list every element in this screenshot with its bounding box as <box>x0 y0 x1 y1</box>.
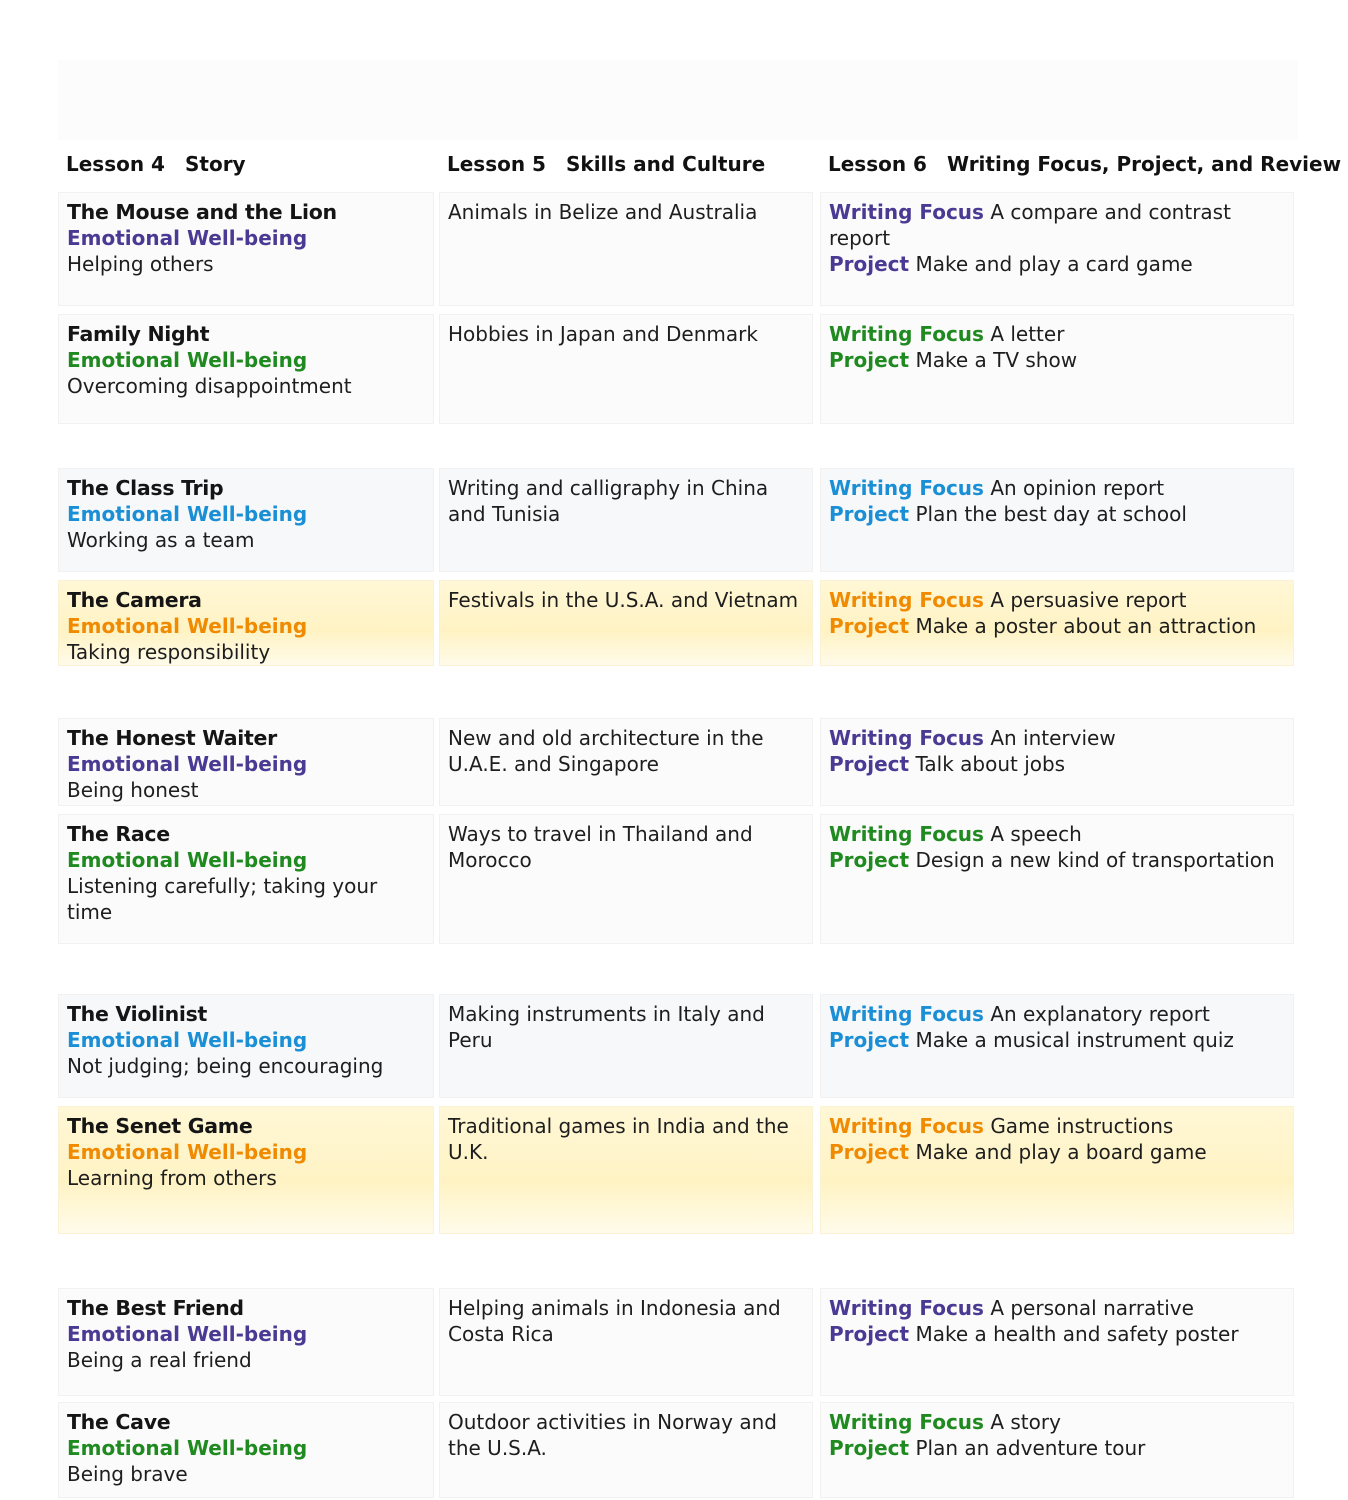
header-lesson-6: Lesson 6 Writing Focus, Project, and Review <box>828 152 1342 176</box>
culture-topic: Festivals in the U.S.A. and Vietnam <box>448 588 799 612</box>
writing-project-cell <box>820 814 1294 944</box>
story-title: The Race <box>67 822 170 846</box>
writing-focus-line <box>829 1409 1285 1435</box>
story-title: The Violinist <box>67 1002 208 1026</box>
writing-focus-line <box>829 475 1285 501</box>
story-cell <box>58 580 434 666</box>
emotional-well-being-label: Emotional Well-being <box>67 1140 308 1164</box>
project-line <box>829 847 1285 873</box>
emotional-well-being-label: Emotional Well-being <box>67 614 308 638</box>
story-title: The Best Friend <box>67 1296 244 1320</box>
writing-focus-line <box>829 321 1285 347</box>
story-cell <box>58 314 434 424</box>
writing-focus-text: An interview <box>990 726 1116 750</box>
project-label: Project <box>829 1322 910 1346</box>
project-label: Project <box>829 1436 910 1460</box>
top-band <box>58 60 1298 140</box>
well-being-theme: Learning from others <box>67 1166 277 1190</box>
project-label: Project <box>829 1140 910 1164</box>
table-row <box>0 1402 1348 1498</box>
table-row <box>0 468 1348 572</box>
skills-culture-cell <box>439 994 813 1098</box>
project-text: Make a health and safety poster <box>915 1322 1239 1346</box>
story-title: The Mouse and the Lion <box>67 200 337 224</box>
writing-project-cell <box>820 718 1294 806</box>
story-title: The Senet Game <box>67 1114 253 1138</box>
emotional-well-being-label: Emotional Well-being <box>67 848 308 872</box>
writing-focus-text: An explanatory report <box>990 1002 1210 1026</box>
project-label: Project <box>829 752 910 776</box>
writing-focus-label: Writing Focus <box>829 1002 984 1026</box>
well-being-theme: Taking responsibility <box>67 640 271 664</box>
skills-culture-cell <box>439 718 813 806</box>
writing-project-cell <box>820 1106 1294 1234</box>
story-cell <box>58 1402 434 1498</box>
project-line <box>829 613 1285 639</box>
writing-project-cell <box>820 1288 1294 1396</box>
writing-focus-line <box>829 725 1285 751</box>
writing-focus-text: A compare and contrast report <box>829 200 1231 250</box>
table-row <box>0 994 1348 1098</box>
project-text: Plan an adventure tour <box>915 1436 1146 1460</box>
project-label: Project <box>829 614 910 638</box>
writing-focus-text: A persuasive report <box>990 588 1187 612</box>
well-being-theme: Being brave <box>67 1462 188 1486</box>
story-cell <box>58 814 434 944</box>
writing-focus-line <box>829 1295 1285 1321</box>
project-line <box>829 251 1285 277</box>
skills-culture-cell <box>439 1288 813 1396</box>
culture-topic: Helping animals in Indonesia and Costa Rica <box>448 1296 781 1346</box>
skills-culture-cell <box>439 468 813 572</box>
story-title: The Cave <box>67 1410 171 1434</box>
project-text: Make a musical instrument quiz <box>915 1028 1234 1052</box>
well-being-theme: Overcoming disappointment <box>67 374 352 398</box>
writing-project-cell <box>820 580 1294 666</box>
project-line <box>829 751 1285 777</box>
project-label: Project <box>829 348 910 372</box>
writing-project-cell <box>820 192 1294 306</box>
story-title: Family Night <box>67 322 210 346</box>
writing-focus-label: Writing Focus <box>829 588 984 612</box>
emotional-well-being-label: Emotional Well-being <box>67 1436 308 1460</box>
well-being-theme: Being a real friend <box>67 1348 252 1372</box>
writing-focus-line <box>829 587 1285 613</box>
project-label: Project <box>829 252 910 276</box>
culture-topic: Writing and calligraphy in China and Tunisia <box>448 476 769 526</box>
emotional-well-being-label: Emotional Well-being <box>67 1028 308 1052</box>
project-line <box>829 347 1285 373</box>
project-line <box>829 1027 1285 1053</box>
well-being-theme: Being honest <box>67 778 199 802</box>
writing-focus-label: Writing Focus <box>829 726 984 750</box>
header-lesson-4: Lesson 4 Story <box>66 152 246 176</box>
culture-topic: Hobbies in Japan and Denmark <box>448 322 758 346</box>
story-cell <box>58 994 434 1098</box>
project-text: Make and play a card game <box>915 252 1193 276</box>
writing-project-cell <box>820 314 1294 424</box>
project-line <box>829 501 1285 527</box>
well-being-theme: Working as a team <box>67 528 255 552</box>
emotional-well-being-label: Emotional Well-being <box>67 502 308 526</box>
story-cell <box>58 192 434 306</box>
writing-focus-line <box>829 821 1285 847</box>
culture-topic: Outdoor activities in Norway and the U.S.A. <box>448 1410 777 1460</box>
writing-project-cell <box>820 1402 1294 1498</box>
writing-focus-line <box>829 1113 1285 1139</box>
skills-culture-cell <box>439 814 813 944</box>
project-line <box>829 1139 1285 1165</box>
culture-topic: Ways to travel in Thailand and Morocco <box>448 822 753 872</box>
project-label: Project <box>829 1028 910 1052</box>
emotional-well-being-label: Emotional Well-being <box>67 226 308 250</box>
skills-culture-cell <box>439 192 813 306</box>
project-text: Talk about jobs <box>915 752 1066 776</box>
project-label: Project <box>829 848 910 872</box>
emotional-well-being-label: Emotional Well-being <box>67 752 308 776</box>
project-text: Design a new kind of transportation <box>915 848 1275 872</box>
writing-focus-label: Writing Focus <box>829 1114 984 1138</box>
writing-focus-label: Writing Focus <box>829 1410 984 1434</box>
culture-topic: Making instruments in Italy and Peru <box>448 1002 765 1052</box>
writing-focus-label: Writing Focus <box>829 322 984 346</box>
culture-topic: New and old architecture in the U.A.E. and Singapore <box>448 726 764 776</box>
writing-focus-text: A letter <box>990 322 1065 346</box>
story-cell <box>58 718 434 806</box>
story-cell <box>58 1288 434 1396</box>
project-text: Plan the best day at school <box>915 502 1187 526</box>
table-row <box>0 1288 1348 1396</box>
writing-project-cell <box>820 994 1294 1098</box>
culture-topic: Traditional games in India and the U.K. <box>448 1114 789 1164</box>
project-line <box>829 1435 1285 1461</box>
writing-focus-line <box>829 199 1285 251</box>
table-row <box>0 814 1348 944</box>
emotional-well-being-label: Emotional Well-being <box>67 1322 308 1346</box>
project-text: Make a poster about an attraction <box>915 614 1257 638</box>
emotional-well-being-label: Emotional Well-being <box>67 348 308 372</box>
writing-focus-text: A story <box>990 1410 1061 1434</box>
table-row <box>0 314 1348 424</box>
project-text: Make a TV show <box>915 348 1078 372</box>
well-being-theme: Helping others <box>67 252 214 276</box>
writing-focus-label: Writing Focus <box>829 822 984 846</box>
header-lesson-5: Lesson 5 Skills and Culture <box>447 152 766 176</box>
story-cell <box>58 468 434 572</box>
writing-focus-line <box>829 1001 1285 1027</box>
table-row <box>0 580 1348 666</box>
culture-topic: Animals in Belize and Australia <box>448 200 758 224</box>
writing-focus-label: Writing Focus <box>829 476 984 500</box>
story-cell <box>58 1106 434 1234</box>
well-being-theme: Not judging; being encouraging <box>67 1054 384 1078</box>
project-text: Make and play a board game <box>915 1140 1207 1164</box>
skills-culture-cell <box>439 580 813 666</box>
writing-focus-text: An opinion report <box>990 476 1165 500</box>
table-header <box>0 152 1348 186</box>
story-title: The Class Trip <box>67 476 224 500</box>
skills-culture-cell <box>439 1402 813 1498</box>
writing-focus-text: A personal narrative <box>990 1296 1194 1320</box>
writing-focus-text: A speech <box>990 822 1082 846</box>
well-being-theme: Listening carefully; taking your time <box>67 874 378 924</box>
writing-focus-label: Writing Focus <box>829 1296 984 1320</box>
writing-focus-label: Writing Focus <box>829 200 984 224</box>
project-label: Project <box>829 502 910 526</box>
table-row <box>0 192 1348 306</box>
skills-culture-cell <box>439 314 813 424</box>
writing-project-cell <box>820 468 1294 572</box>
table-row <box>0 718 1348 806</box>
project-line <box>829 1321 1285 1347</box>
skills-culture-cell <box>439 1106 813 1234</box>
story-title: The Camera <box>67 588 202 612</box>
writing-focus-text: Game instructions <box>990 1114 1174 1138</box>
story-title: The Honest Waiter <box>67 726 277 750</box>
table-row <box>0 1106 1348 1234</box>
